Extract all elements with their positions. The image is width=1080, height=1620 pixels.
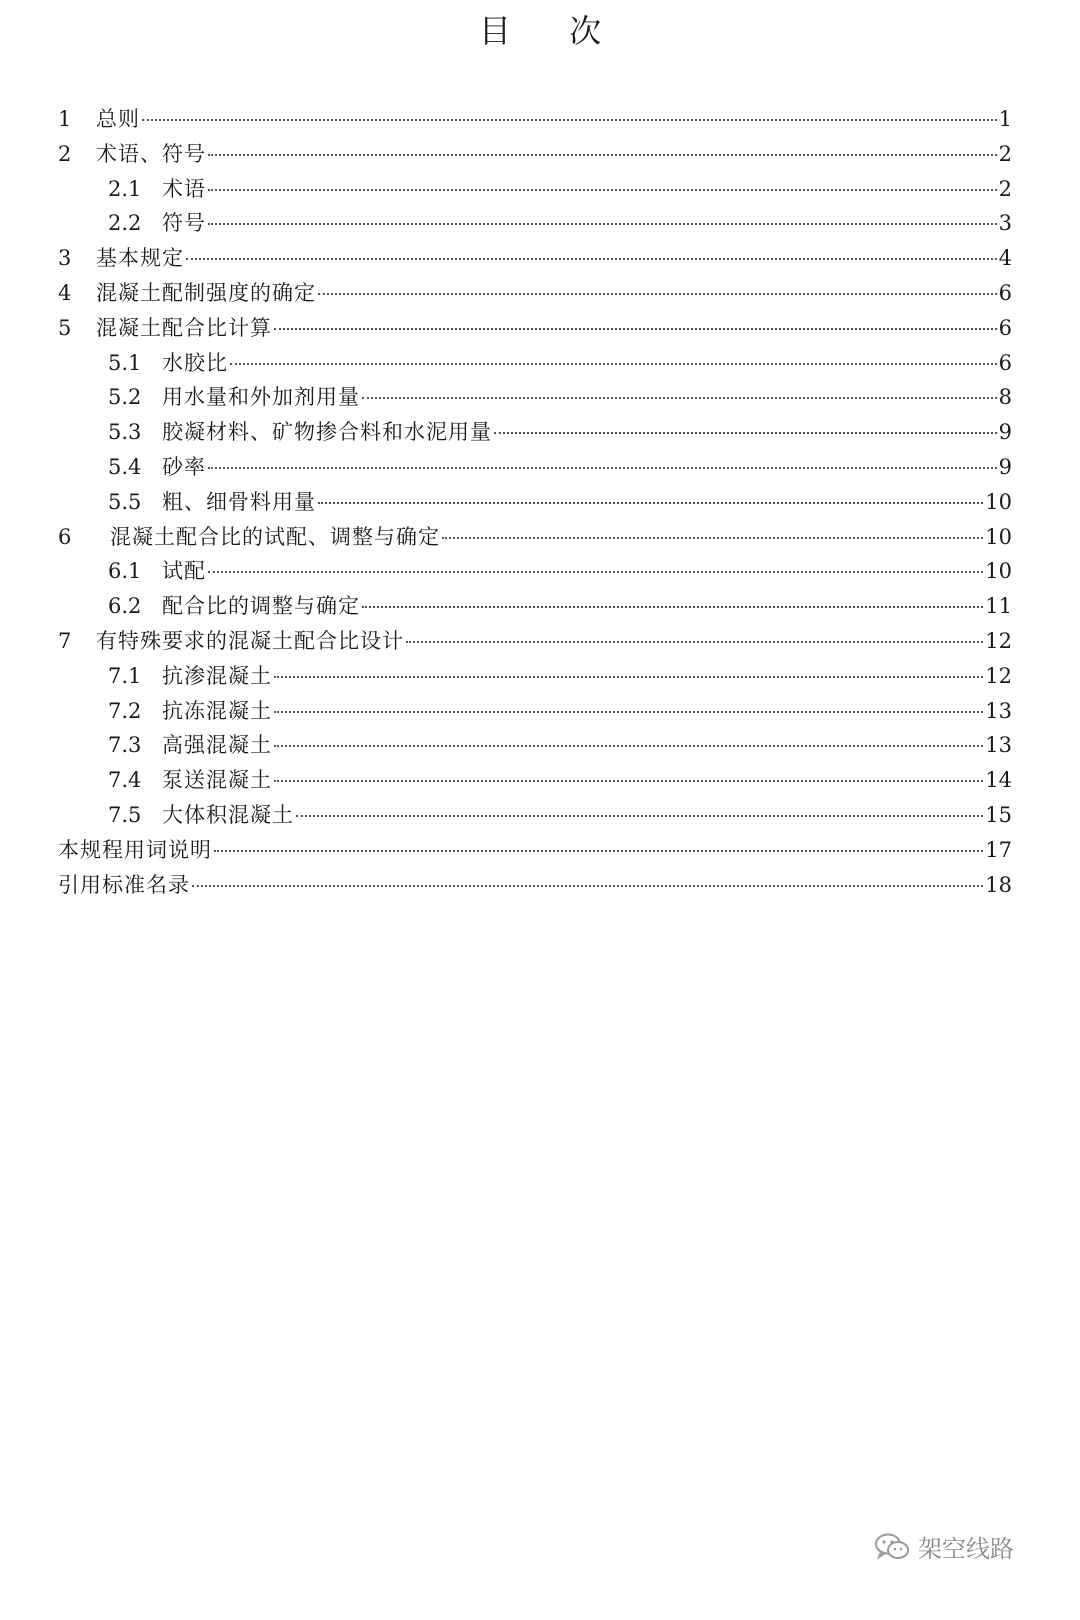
toc-entry-number: 2 [58, 141, 72, 166]
dot-leader [318, 502, 983, 504]
toc-entry [58, 104, 1012, 134]
toc-entry [108, 174, 1012, 204]
dot-leader [208, 154, 997, 156]
toc-entry-page: 13 [985, 733, 1012, 758]
toc-entry [108, 765, 1012, 795]
toc-entry [108, 800, 1012, 830]
page-title: 目 次 [478, 12, 626, 50]
dot-leader [274, 745, 983, 747]
toc-entry-title: 大体积混凝土 [162, 803, 294, 827]
toc-entry-number: 5.5 [108, 489, 142, 514]
toc-entry-title: 抗冻混凝土 [162, 698, 272, 723]
toc-entry-page: 9 [998, 455, 1012, 479]
toc-entry-title: 水胶比 [162, 350, 228, 375]
toc-entry-title: 基本规定 [96, 246, 184, 271]
toc-entry [108, 556, 1012, 586]
toc-entry-number: 7.4 [108, 768, 142, 793]
toc-entry-title: 术语 [162, 176, 206, 201]
toc-entry-title: 总则 [96, 107, 140, 131]
toc-entry-page: 2 [998, 141, 1012, 166]
toc-entry-title: 混凝土配合比计算 [96, 315, 272, 340]
toc-entry-title: 混凝土配制强度的确定 [96, 281, 316, 305]
toc-entry-number: 1 [58, 107, 72, 131]
toc-entry-title: 胶凝材料、矿物掺合料和水泥用量 [162, 420, 492, 445]
toc-entry [108, 348, 1012, 378]
toc-entry-number: 5.1 [108, 350, 142, 375]
toc-entry-title: 引用标准名录 [58, 872, 190, 897]
toc-entry-page: 1 [998, 107, 1012, 131]
toc-entry [58, 313, 1012, 343]
dot-leader [214, 850, 983, 852]
toc-entry-number: 2.2 [108, 211, 142, 236]
toc-entry-number: 6 [58, 524, 72, 549]
dot-leader [442, 537, 983, 539]
toc-entry-page: 9 [998, 420, 1012, 445]
dot-leader [274, 711, 983, 713]
dot-leader [274, 328, 997, 330]
wechat-icon [874, 1532, 910, 1562]
toc-entry-number: 6.1 [108, 559, 142, 584]
toc-entry-title: 高强混凝土 [162, 733, 272, 758]
toc-entry-title: 配合比的调整与确定 [162, 594, 360, 619]
toc-entry-page: 12 [985, 629, 1012, 653]
toc-entry [108, 452, 1012, 482]
dot-leader [362, 397, 997, 399]
toc-entry [108, 417, 1012, 447]
dot-leader [208, 223, 997, 225]
toc-entry-number: 7.1 [108, 663, 142, 688]
dot-leader [274, 780, 983, 782]
dot-leader [494, 432, 997, 434]
dot-leader [318, 293, 997, 295]
toc-entry-title: 术语、符号 [96, 141, 206, 166]
toc-entry-title: 粗、细骨料用量 [162, 489, 316, 514]
toc-entry-page: 12 [985, 663, 1012, 688]
watermark [874, 1529, 1014, 1564]
toc-entry-page: 6 [998, 281, 1012, 305]
toc-entry-page: 3 [998, 211, 1012, 236]
toc-entry [108, 661, 1012, 691]
toc-entry [58, 870, 1012, 900]
toc-entry-title: 试配 [162, 559, 206, 584]
toc-entry-number: 5.4 [108, 455, 142, 479]
dot-leader [192, 885, 983, 887]
toc-entry-page: 14 [985, 768, 1012, 793]
toc-entry [108, 591, 1012, 621]
dot-leader [208, 571, 983, 573]
toc-entry [108, 696, 1012, 726]
toc-entry [58, 522, 1012, 552]
toc-entry [108, 208, 1012, 238]
toc-entry-page: 4 [998, 246, 1012, 271]
toc-entry-title: 砂率 [162, 455, 206, 479]
toc-entry-page: 10 [985, 559, 1012, 584]
toc-entry-number: 7.2 [108, 698, 142, 723]
toc-entry-page: 17 [985, 837, 1012, 862]
watermark-text: 架空线路 [918, 1535, 1014, 1563]
toc-entry-page: 11 [985, 594, 1012, 619]
toc-entry-number: 3 [58, 246, 72, 271]
toc-entry [108, 487, 1012, 517]
toc-entry-title: 泵送混凝土 [162, 768, 272, 793]
toc-entry [108, 382, 1012, 412]
dot-leader [142, 119, 997, 121]
dot-leader [230, 363, 997, 365]
toc-entry-number: 5.3 [108, 420, 142, 445]
toc-entry-page: 18 [985, 872, 1012, 897]
toc-entry [108, 730, 1012, 760]
toc-entry-title: 符号 [162, 211, 206, 236]
toc-entry-number: 5 [58, 315, 72, 340]
toc-entry [58, 626, 1012, 656]
dot-leader [362, 606, 983, 608]
toc-entry [58, 243, 1012, 273]
toc-entry-title: 用水量和外加剂用量 [162, 385, 360, 410]
toc-entry-title: 有特殊要求的混凝土配合比设计 [96, 629, 404, 653]
toc-entry-number: 6.2 [108, 594, 142, 619]
toc-entry-page: 10 [985, 489, 1012, 514]
toc-entry-page: 8 [998, 385, 1012, 410]
dot-leader [274, 676, 983, 678]
dot-leader [296, 815, 983, 817]
toc-entry-page: 10 [985, 524, 1012, 549]
dot-leader [208, 467, 997, 469]
toc-entry-page: 6 [998, 350, 1012, 375]
toc-entry-title: 抗渗混凝土 [162, 663, 272, 688]
toc-entry [58, 835, 1012, 865]
toc-entry [58, 139, 1012, 169]
toc-entry-page: 15 [985, 803, 1012, 827]
toc-entry-number: 4 [58, 281, 72, 305]
toc-entry-number: 7.5 [108, 803, 142, 827]
dot-leader [406, 641, 983, 643]
toc-entry [58, 278, 1012, 308]
toc-entry-number: 7 [58, 629, 72, 653]
toc-entry-page: 2 [998, 176, 1012, 201]
toc-entry-number: 7.3 [108, 733, 142, 758]
toc-entry-number: 2.1 [108, 176, 142, 201]
toc-entry-title: 混凝土配合比的试配、调整与确定 [110, 524, 440, 549]
toc-entry-page: 13 [985, 698, 1012, 723]
dot-leader [208, 189, 997, 191]
toc-entry-page: 6 [998, 315, 1012, 340]
toc-entry-title: 本规程用词说明 [58, 837, 212, 862]
dot-leader [186, 258, 997, 260]
toc-entry-number: 5.2 [108, 385, 142, 410]
